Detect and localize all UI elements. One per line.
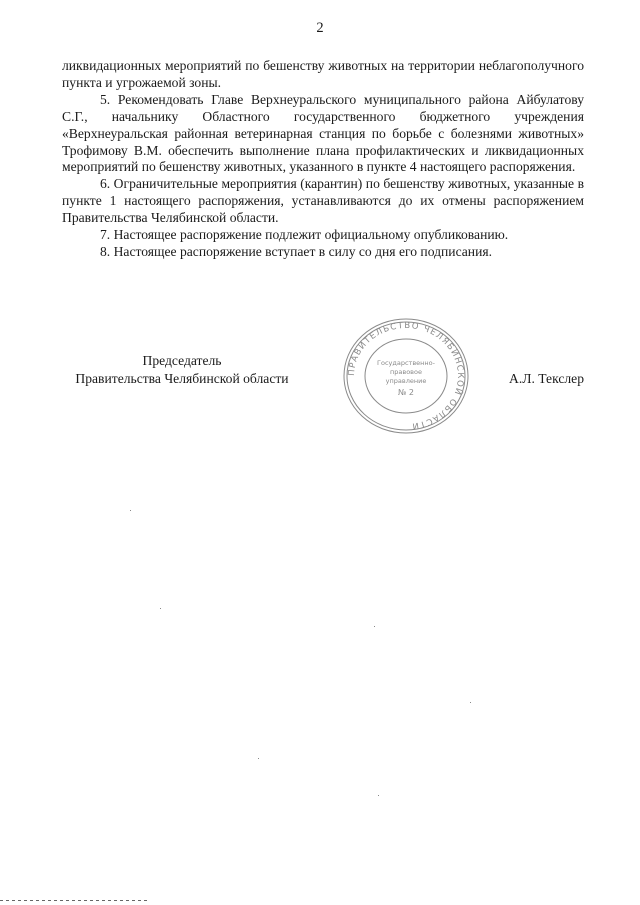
page-number: 2: [316, 20, 324, 36]
signer-title-line-1: Председатель: [142, 353, 222, 368]
paragraph-continuation: ликвидационных мероприятий по бешенству животных на территории неблагополучного пункта и угрожаемой зоны.: [62, 58, 584, 90]
seal-inner-line-1: Государственно-: [377, 359, 435, 367]
seal-inner-line-2: правовое: [390, 368, 422, 376]
scan-speck: [378, 795, 379, 796]
seal-outer-text: ПРАВИТЕЛЬСТВО ЧЕЛЯБИНСКОЙ ОБЛАСТИ: [346, 320, 466, 431]
signer-name: А.Л. Текслер: [509, 371, 584, 386]
scan-speck: [470, 702, 471, 703]
scan-speck: [258, 758, 259, 759]
paragraph-item-7: 7. Настоящее распоряжение подлежит официальному опубликованию.: [100, 227, 509, 243]
seal-inner-line-3: управление: [385, 377, 427, 385]
signer-title: [62, 352, 302, 388]
signature-block: [62, 352, 584, 412]
document-body: [62, 58, 584, 261]
scan-speck: [160, 608, 161, 609]
paragraph-item-5: 5. Рекомендовать Главе Верхнеуральского муниципального района Айбулатову С.Г., начальнику Областного государственного бюджетного учреждения «Верхнеуральская районная ветеринарная станция по борьбе с болезнями животных» Трофимову В.М. обеспечить выполнение плана профилактических и ликвидационных мероприятий по бешенству животных, указанного в пункте 4 настоящего распоряжения.: [62, 91, 584, 175]
paragraph-item-8: 8. Настоящее распоряжение вступает в силу со дня его подписания.: [100, 243, 493, 259]
signer-title-line-2: Правительства Челябинской области: [75, 371, 289, 386]
scan-bottom-edge: [0, 900, 150, 901]
scan-speck: [374, 626, 375, 627]
scan-speck: [130, 510, 131, 511]
seal-number: № 2: [398, 388, 414, 397]
paragraph-item-6: 6. Ограничительные мероприятия (карантин) по бешенству животных, указанные в пункте 1 настоящего распоряжения, устанавливаются до их отмены распоряжением Правительства Челябинской области.: [62, 176, 584, 226]
